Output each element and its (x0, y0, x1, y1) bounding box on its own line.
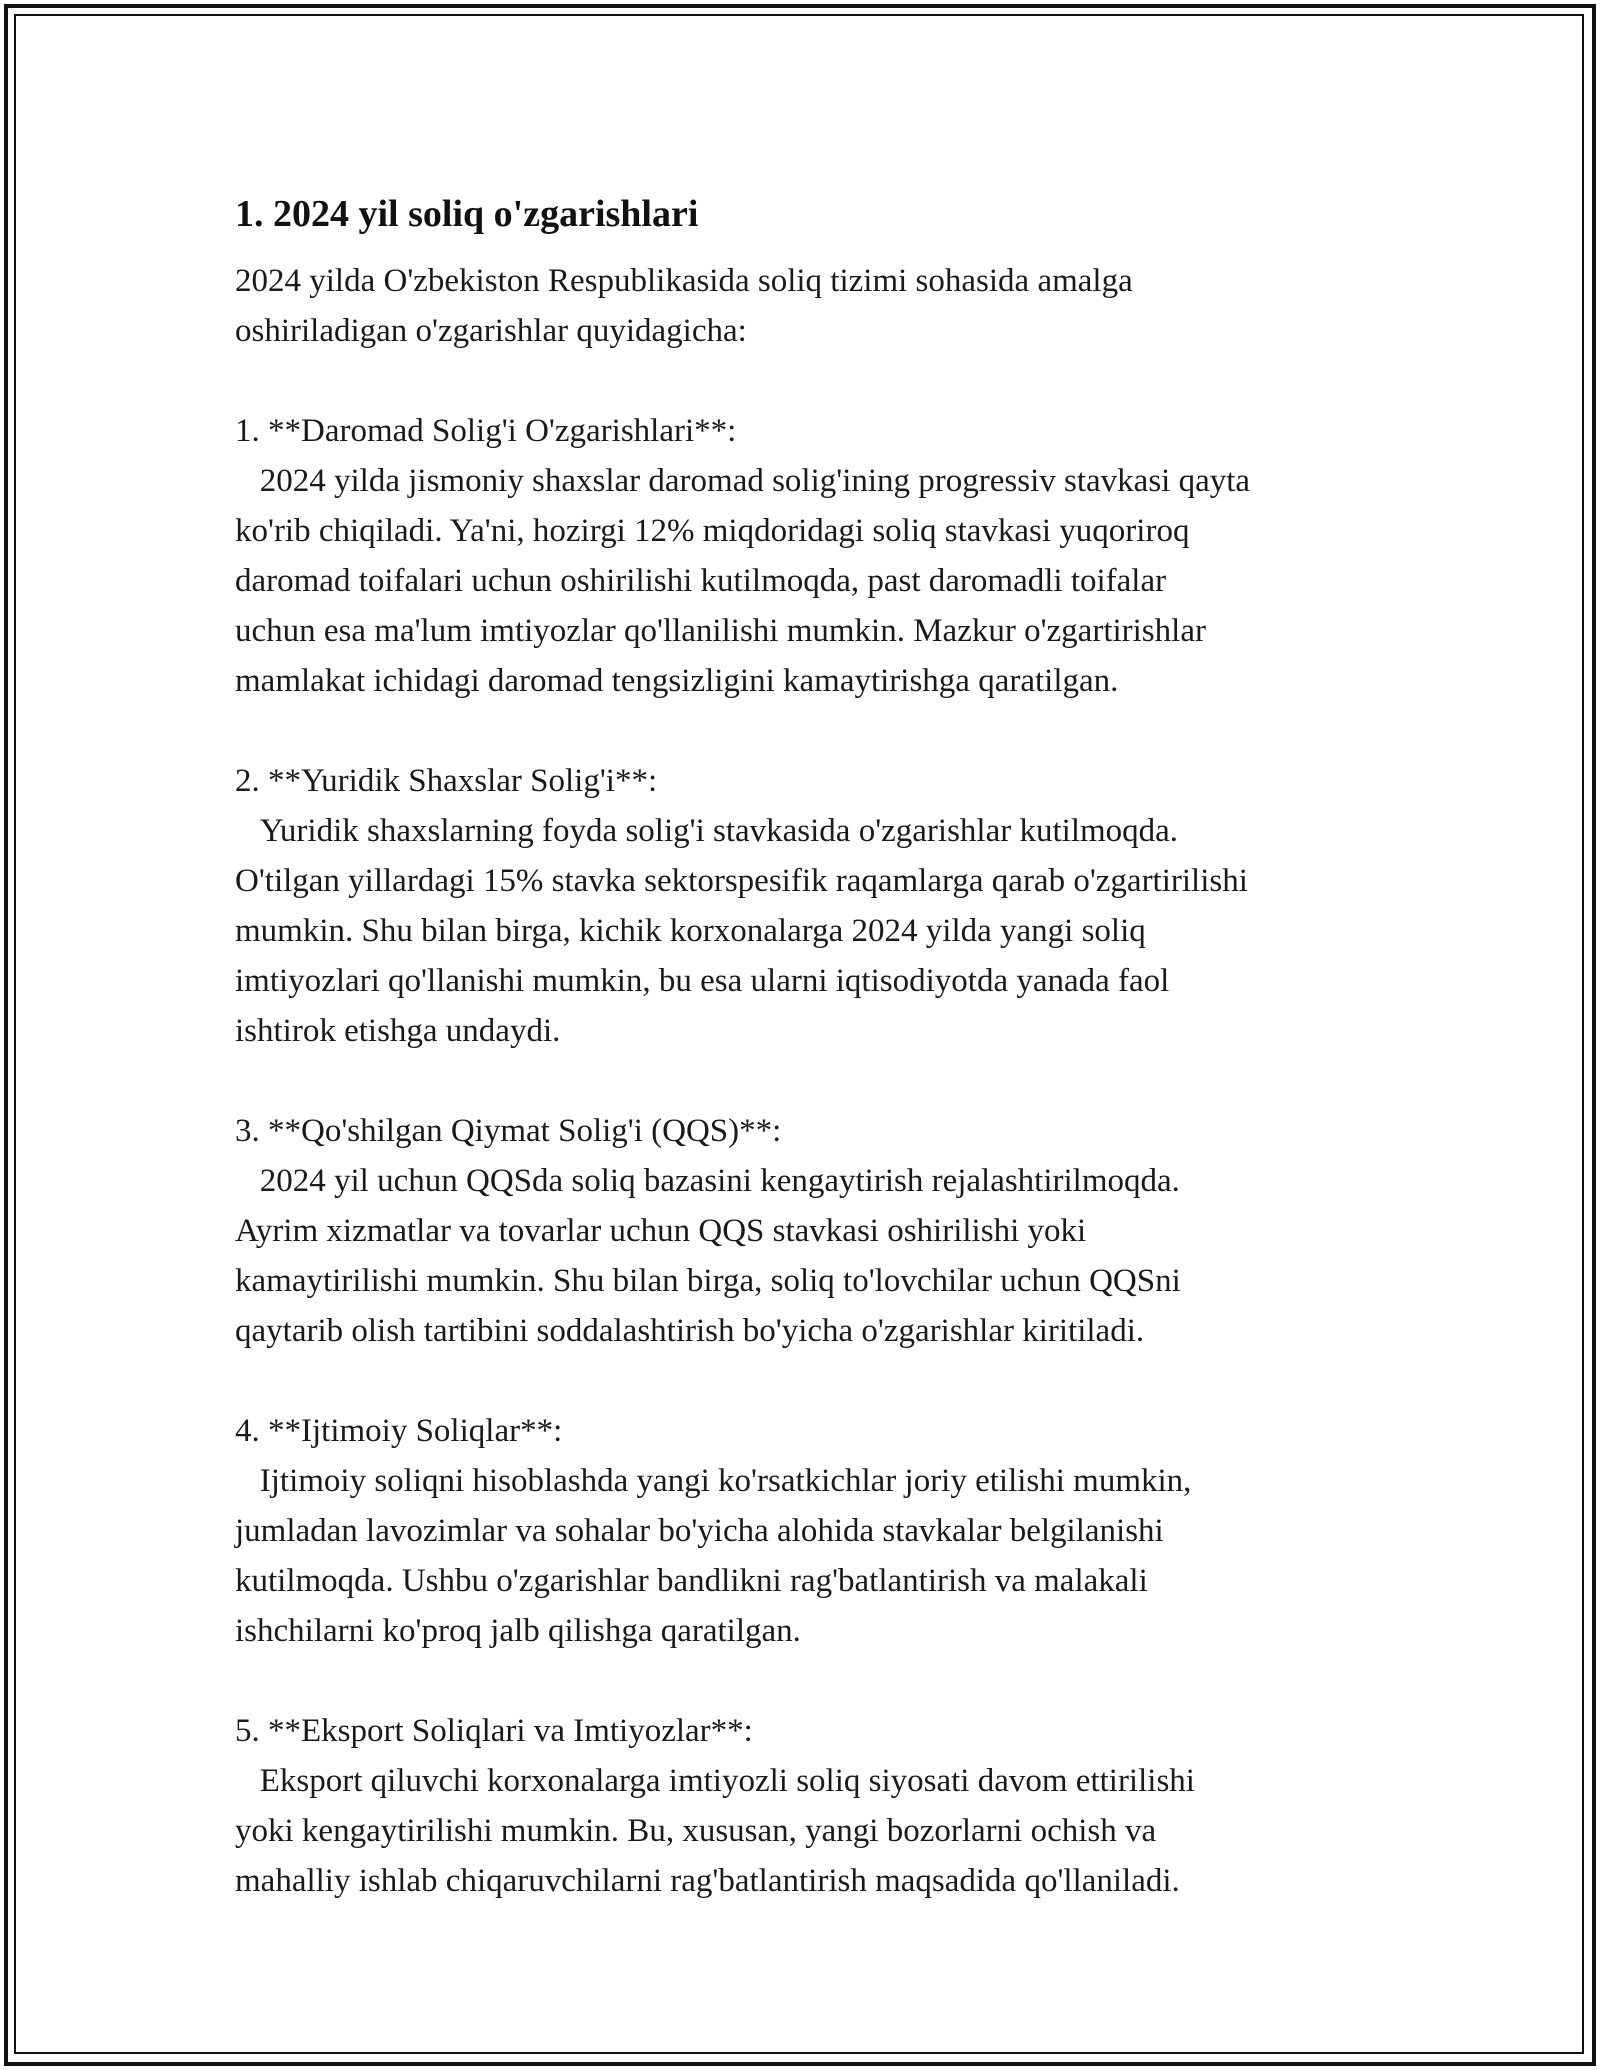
section-heading: 2. **Yuridik Shaxslar Solig'i**: (235, 763, 658, 799)
section-corporate-tax (235, 756, 1380, 1056)
section-body: 2024 yil uchun QQSda soliq bazasini kengaytirish rejalashtirilmoqda. Ayrim xizmatlar va tovarlar uchun QQS stavkasi oshirilishi yoki kamaytirilishi mumkin. Shu bilan birga, soliq to'lovchilar uchun QQSni qaytarib olish tartibini soddalashtirish bo'yicha o'zgarishlar kiritiladi. (235, 1163, 1181, 1349)
section-heading: 4. **Ijtimoiy Soliqlar**: (235, 1413, 563, 1449)
section-social-taxes (235, 1406, 1380, 1656)
section-body: Yuridik shaxslarning foyda solig'i stavkasida o'zgarishlar kutilmoqda. O'tilgan yillardagi 15% stavka sektorspesifik raqamlarga qarab o'zgartirilishi mumkin. Shu bilan birga, kichik korxonalarga 2024 yilda yangi soliq imtiyozlari qo'llanishi mumkin, bu esa ularni iqtisodiyotda yanada faol ishtirok etishga undaydi. (235, 813, 1248, 1049)
section-body: Ijtimoiy soliqni hisoblashda yangi ko'rsatkichlar joriy etilishi mumkin, jumladan lavozimlar va sohalar bo'yicha alohida stavkalar belgilanishi kutilmoqda. Ushbu o'zgarishlar bandlikni rag'batlantirish va malakali ishchilarni ko'proq jalb qilishga qaratilgan. (235, 1463, 1192, 1649)
section-export-taxes (235, 1706, 1380, 1906)
document-title: 1. 2024 yil soliq o'zgarishlari (235, 193, 699, 235)
section-income-tax (235, 406, 1380, 706)
section-body: 2024 yilda jismoniy shaxslar daromad solig'ining progressiv stavkasi qayta ko'rib chiqiladi. Ya'ni, hozirgi 12% miqdoridagi soliq stavkasi yuqoriroq daromad toifalari uchun oshirilishi kutilmoqda, past daromadli toifalar uchun esa ma'lum imtiyozlar qo'llanilishi mumkin. Mazkur o'zgartirishlar mamlakat ichidagi daromad tengsizligini kamaytirishga qaratilgan. (235, 463, 1251, 699)
section-heading: 1. **Daromad Solig'i O'zgarishlari**: (235, 413, 737, 449)
section-heading: 3. **Qo'shilgan Qiymat Solig'i (QQS)**: (235, 1113, 782, 1149)
document-content (235, 184, 1380, 1906)
section-body: Eksport qiluvchi korxonalarga imtiyozli soliq siyosati davom ettirilishi yoki kengaytirilishi mumkin. Bu, xususan, yangi bozorlarni ochish va mahalliy ishlab chiqaruvchilarni rag'batlantirish maqsadida qo'llaniladi. (235, 1763, 1195, 1899)
section-vat (235, 1106, 1380, 1356)
intro-paragraph: 2024 yilda O'zbekiston Respublikasida soliq tizimi sohasida amalga oshiriladigan o'zgarishlar quyidagicha: (235, 263, 1133, 349)
section-heading: 5. **Eksport Soliqlari va Imtiyozlar**: (235, 1713, 753, 1749)
